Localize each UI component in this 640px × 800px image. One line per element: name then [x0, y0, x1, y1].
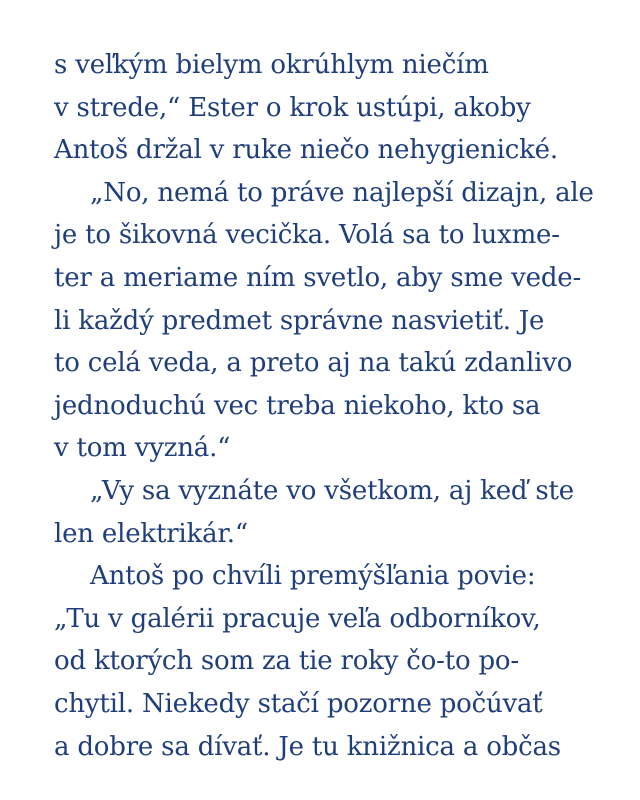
paragraph-start-line: „Vy sa vyznáte vo všetkom, aj keď ste	[90, 475, 574, 506]
paragraph-start-line: „No, nemá to práve najlepší dizajn, ale	[90, 177, 594, 208]
text-line: a dobre sa dívať. Je tu knižnica a občas	[54, 731, 561, 762]
text-line: ter a meriame ním svetlo, aby sme vede-	[54, 262, 582, 293]
text-line: chytil. Niekedy stačí pozorne počúvať	[54, 688, 543, 719]
text-line: Antoš držal v ruke niečo nehygienické.	[54, 135, 558, 166]
text-line: v strede,“ Ester o krok ustúpi, akoby	[54, 92, 531, 123]
text-line: v tom vyzná.“	[54, 433, 231, 464]
text-line: „Tu v galérii pracuje veľa odborníkov,	[54, 603, 541, 634]
text-line: je to šikovná vecička. Volá sa to luxme-	[54, 220, 560, 251]
text-line: len elektrikár.“	[54, 518, 248, 549]
text-line: to celá veda, a preto aj na takú zdanlivo	[54, 348, 573, 379]
text-line: od ktorých som za tie roky čo-to po-	[54, 646, 519, 677]
text-line: jednoduchú vec treba niekoho, kto sa	[54, 390, 541, 421]
text-line: s veľkým bielym okrúhlym niečím	[54, 50, 489, 80]
paragraph-start-line: Antoš po chvíli premýšľania povie:	[90, 561, 536, 592]
text-line: li každý predmet správne nasvietiť. Je	[54, 305, 545, 336]
